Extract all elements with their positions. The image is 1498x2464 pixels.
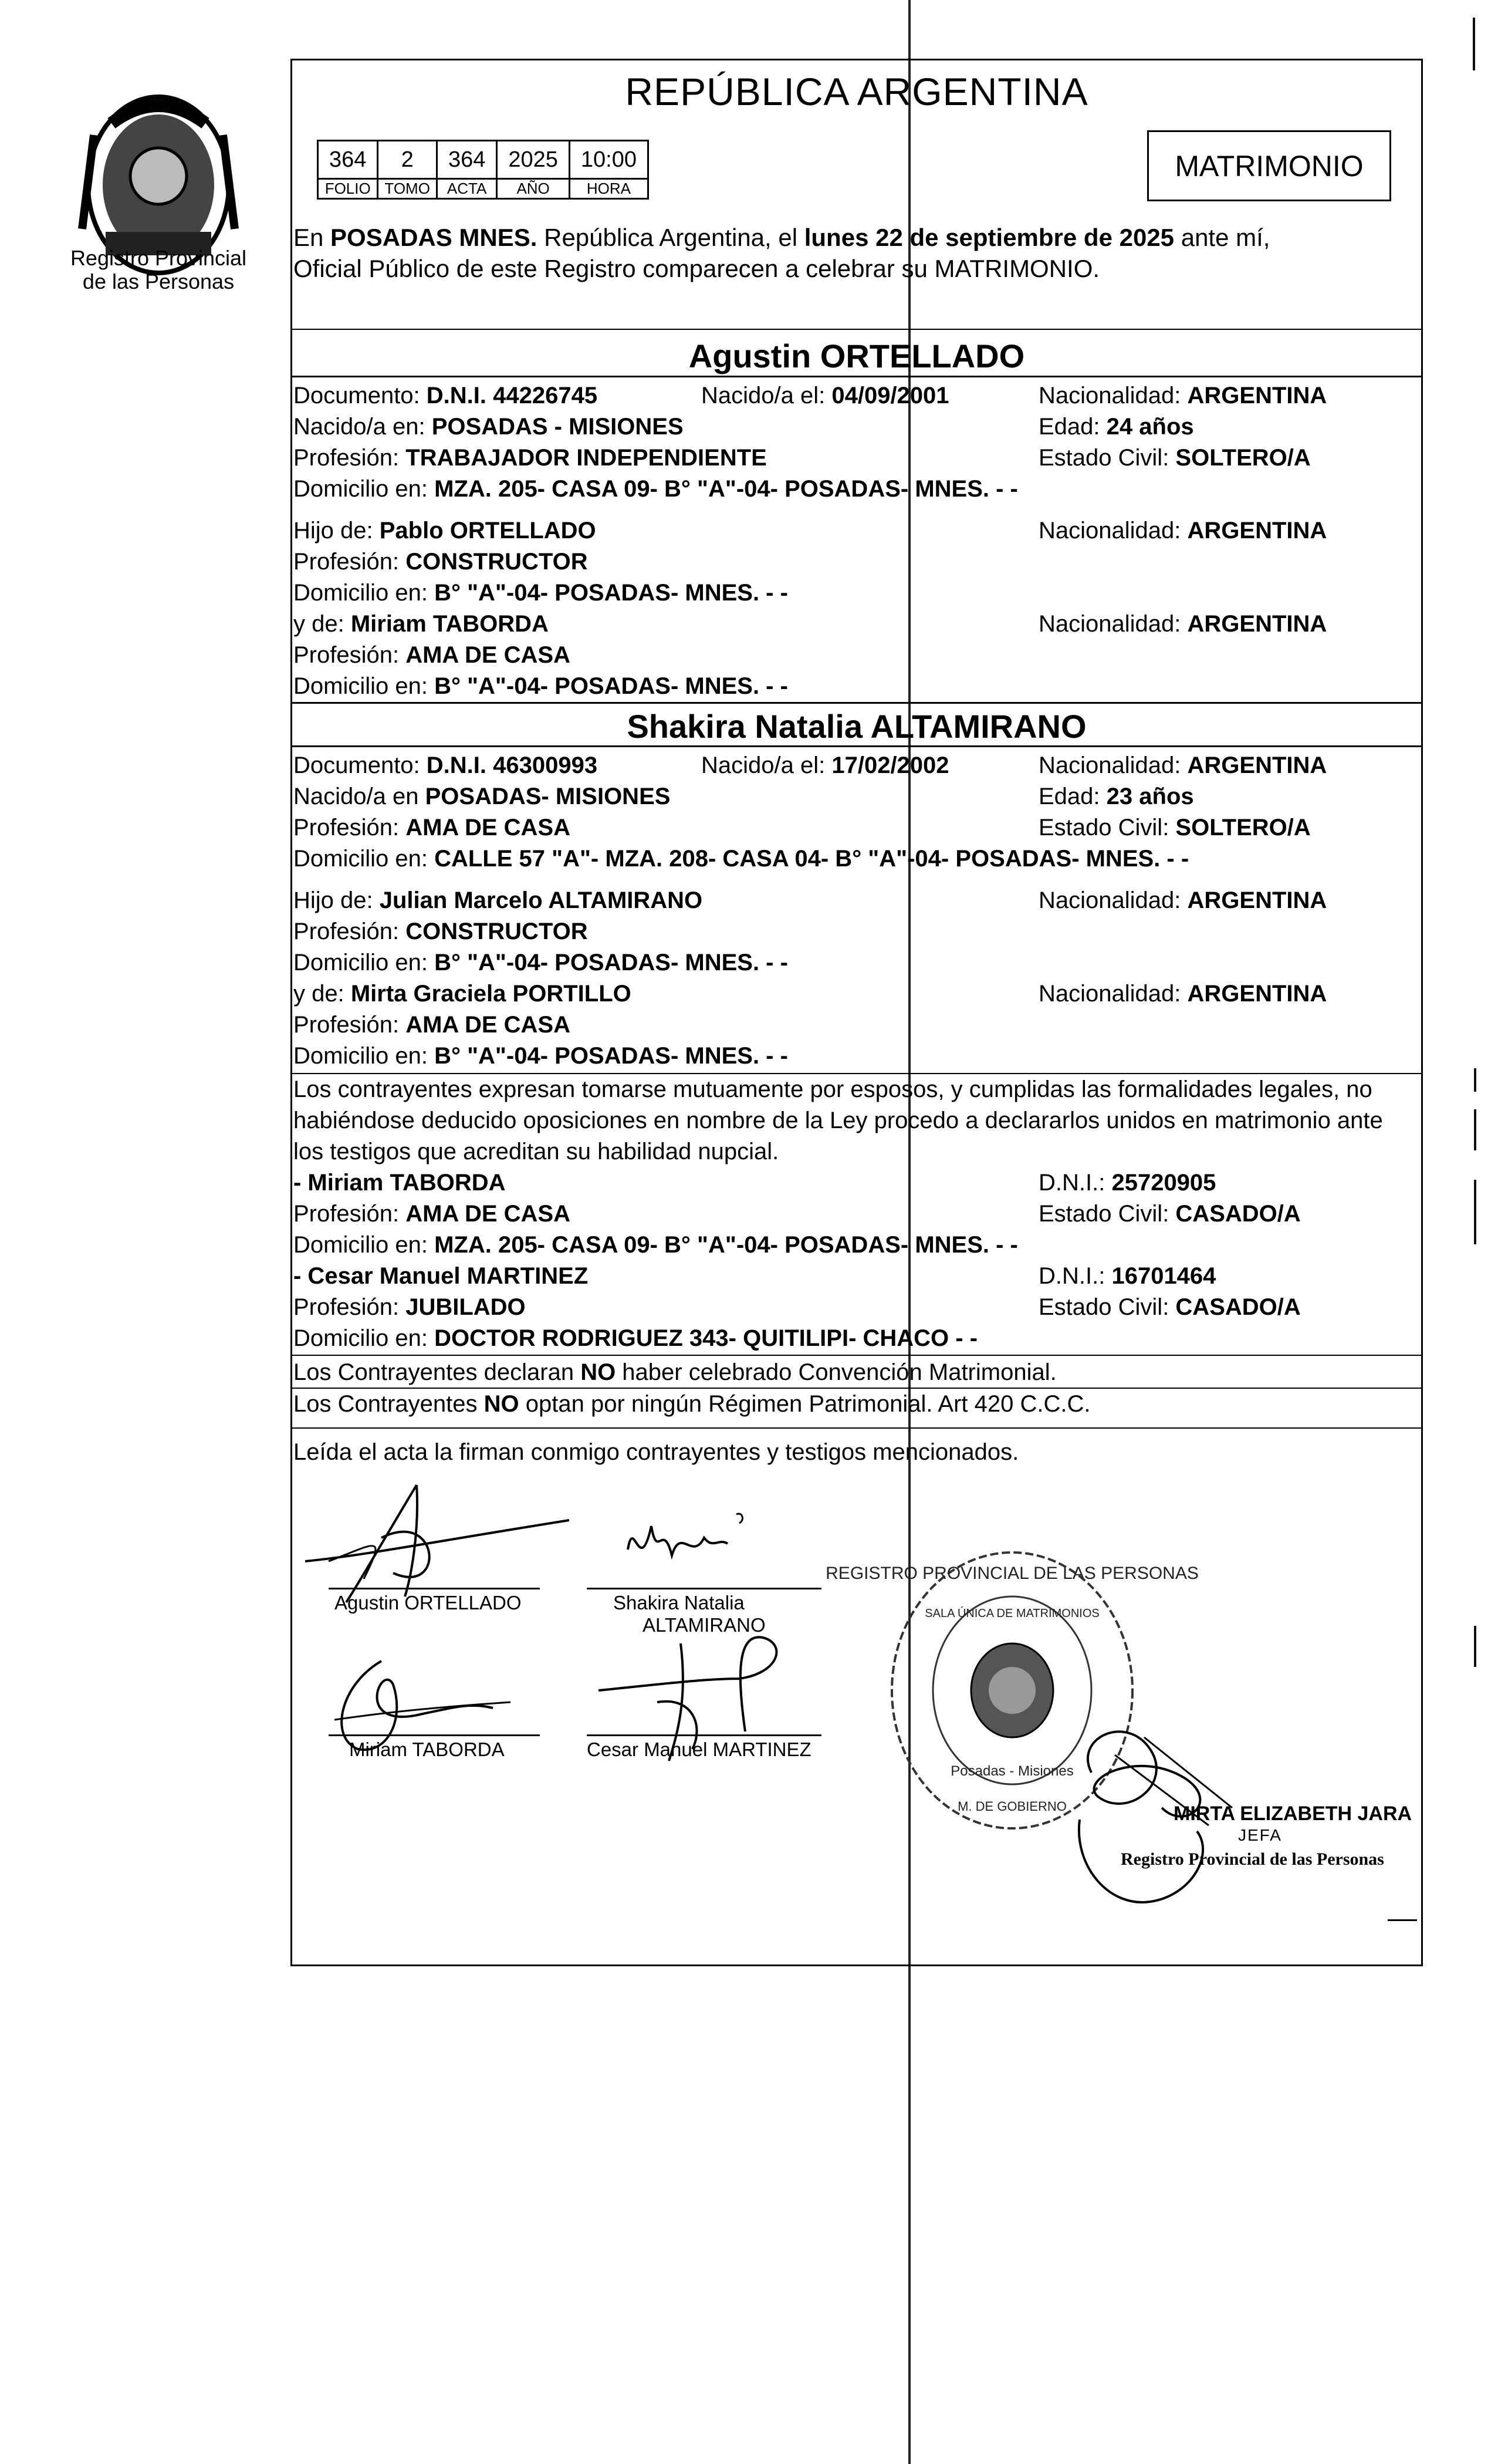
regime-patrimonial: Los Contrayentes NO optan por ningún Régimen Patrimonial. Art 420 C.C.C.: [293, 1391, 1091, 1417]
groom-civil: Estado Civil: SOLTERO/A: [1039, 445, 1311, 471]
regime-convention: Los Contrayentes declaran NO haber celebrado Convención Matrimonial.: [293, 1359, 1057, 1385]
officer-office: Registro Provincial de las Personas: [1121, 1849, 1384, 1869]
groom-mother-nat: Nacionalidad: ARGENTINA: [1039, 611, 1327, 637]
divider: [290, 376, 1423, 377]
bride-father-prof: Profesión: CONSTRUCTOR: [293, 919, 588, 944]
bride-mother-dom: Domicilio en: B° "A"-04- POSADAS- MNES. - -: [293, 1043, 788, 1069]
signature-line: [329, 1734, 540, 1736]
tomo-value: 2: [378, 141, 437, 179]
witness2-prof: Profesión: JUBILADO: [293, 1294, 526, 1320]
divider: [290, 1427, 1423, 1429]
witness2-dni: D.N.I.: 16701464: [1039, 1263, 1216, 1289]
signature-line: [587, 1588, 821, 1589]
declaration-line-3: los testigos que acreditan su habilidad nupcial.: [293, 1139, 779, 1165]
stamp-bottom-text: M. DE GOBIERNO: [958, 1799, 1067, 1814]
bride-name: Shakira Natalia ALTAMIRANO: [627, 708, 1087, 745]
sig-bride-label-2: ALTAMIRANO: [643, 1614, 766, 1636]
bride-father: Hijo de: Julian Marcelo ALTAMIRANO: [293, 887, 703, 913]
act-type-box: MATRIMONIO: [1147, 130, 1391, 201]
read-statement: Leída el acta la firman conmigo contrayentes y testigos mencionados.: [293, 1439, 1019, 1465]
acta-label: ACTA: [437, 179, 496, 199]
org-line1: Registro Provincial: [70, 246, 247, 270]
bride-nat: Nacionalidad: ARGENTINA: [1039, 752, 1327, 778]
org-line2: de las Personas: [82, 269, 235, 293]
groom-dom: Domicilio en: MZA. 205- CASA 09- B° "A"-04- POSADAS- MNES. - -: [293, 476, 1018, 502]
sig-witness1-label: Miriam TABORDA: [349, 1739, 505, 1760]
bride-doc: Documento: D.N.I. 46300993: [293, 752, 598, 778]
tomo-label: TOMO: [378, 179, 437, 199]
bride-born: Nacido/a el: 17/02/2002: [701, 752, 949, 778]
scan-mark: [1474, 1068, 1476, 1092]
bride-place: Nacido/a en POSADAS- MISIONES: [293, 784, 671, 809]
anio-label: AÑO: [497, 179, 570, 199]
hora-value: 10:00: [569, 141, 648, 179]
intro-line-1: En POSADAS MNES. República Argentina, el lunes 22 de septiembre de 2025 ante mí,: [293, 224, 1270, 251]
intro-line-2: Oficial Público de este Registro comparecen a celebrar su MATRIMONIO.: [293, 255, 1100, 282]
sig-witness2-label: Cesar Manuel MARTINEZ: [587, 1739, 811, 1760]
scan-mark: [1473, 18, 1475, 70]
stamp-inner-text: SALA ÚNICA DE MATRIMONIOS: [925, 1607, 1100, 1620]
bride-civil: Estado Civil: SOLTERO/A: [1039, 815, 1311, 841]
witness2-dom: Domicilio en: DOCTOR RODRIGUEZ 343- QUITILIPI- CHACO - -: [293, 1325, 978, 1351]
groom-doc: Documento: D.N.I. 44226745: [293, 383, 598, 409]
acta-value: 364: [437, 141, 496, 179]
groom-place: Nacido/a en: POSADAS - MISIONES: [293, 414, 684, 440]
divider: [290, 702, 1423, 704]
groom-nat: Nacionalidad: ARGENTINA: [1039, 383, 1327, 409]
groom-mother-dom: Domicilio en: B° "A"-04- POSADAS- MNES. - -: [293, 673, 788, 699]
officer-role: JEFA: [1238, 1826, 1282, 1844]
folio-label: FOLIO: [318, 179, 378, 199]
folio-value: 364: [318, 141, 378, 179]
declaration-line-1: Los contrayentes expresan tomarse mutuamente por esposos, y cumplidas las formalidades legales, no: [293, 1076, 1372, 1102]
stamp-outer-text: REGISTRO PROVINCIAL DE LAS PERSONAS: [826, 1564, 1199, 1583]
officer-name: MIRTA ELIZABETH JARA: [1174, 1803, 1412, 1825]
sig-bride-label-1: Shakira Natalia: [613, 1592, 745, 1614]
witness1-prof: Profesión: AMA DE CASA: [293, 1201, 570, 1227]
groom-mother-prof: Profesión: AMA DE CASA: [293, 642, 570, 668]
divider: [290, 1355, 1423, 1356]
signature-line: [329, 1588, 540, 1589]
bride-age: Edad: 23 años: [1039, 784, 1194, 809]
groom-prof: Profesión: TRABAJADOR INDEPENDIENTE: [293, 445, 767, 471]
bride-prof: Profesión: AMA DE CASA: [293, 815, 570, 841]
bride-dom: Domicilio en: CALLE 57 "A"- MZA. 208- CASA 04- B° "A"-04- POSADAS- MNES. - -: [293, 846, 1189, 872]
witness1-dom: Domicilio en: MZA. 205- CASA 09- B° "A"-04- POSADAS- MNES. - -: [293, 1232, 1018, 1258]
groom-father-nat: Nacionalidad: ARGENTINA: [1039, 518, 1327, 544]
divider: [290, 329, 1423, 330]
groom-father-prof: Profesión: CONSTRUCTOR: [293, 549, 588, 575]
org-name: [35, 247, 282, 293]
groom-mother: y de: Miriam TABORDA: [293, 611, 549, 637]
witness2-name: - Cesar Manuel MARTINEZ: [293, 1263, 589, 1289]
groom-name: Agustin ORTELLADO: [688, 337, 1025, 374]
scan-mark: [1474, 1109, 1476, 1150]
stamp-city-text: Posadas - Misiones: [951, 1763, 1074, 1779]
groom-father-dom: Domicilio en: B° "A"-04- POSADAS- MNES. - -: [293, 580, 788, 606]
divider: [290, 745, 1423, 747]
dash-mark: [1388, 1919, 1417, 1921]
groom-father: Hijo de: Pablo ORTELLADO: [293, 518, 596, 544]
hora-label: HORA: [569, 179, 648, 199]
anio-value: 2025: [497, 141, 570, 179]
bride-mother-prof: Profesión: AMA DE CASA: [293, 1012, 570, 1038]
witness2-civil: Estado Civil: CASADO/A: [1039, 1294, 1301, 1320]
witness1-civil: Estado Civil: CASADO/A: [1039, 1201, 1301, 1227]
bride-mother: y de: Mirta Graciela PORTILLO: [293, 981, 631, 1007]
groom-born: Nacido/a el: 04/09/2001: [701, 383, 949, 409]
page-title: REPÚBLICA ARGENTINA: [625, 70, 1088, 113]
scan-mark: [1474, 1180, 1476, 1244]
declaration-line-2: habiéndose deducido oposiciones en nombre de la Ley procedo a declararlos unidos en matrimonio ante: [293, 1108, 1383, 1133]
witness1-dni: D.N.I.: 25720905: [1039, 1170, 1216, 1196]
bride-mother-nat: Nacionalidad: ARGENTINA: [1039, 981, 1327, 1007]
groom-age: Edad: 24 años: [1039, 414, 1194, 440]
bride-father-nat: Nacionalidad: ARGENTINA: [1039, 887, 1327, 913]
sig-groom-label: Agustin ORTELLADO: [334, 1592, 522, 1614]
bride-father-dom: Domicilio en: B° "A"-04- POSADAS- MNES. - -: [293, 950, 788, 976]
register-table: [317, 140, 649, 200]
scan-mark: [1474, 1626, 1476, 1667]
witness1-name: - Miriam TABORDA: [293, 1170, 506, 1196]
signature-line: [587, 1734, 821, 1736]
